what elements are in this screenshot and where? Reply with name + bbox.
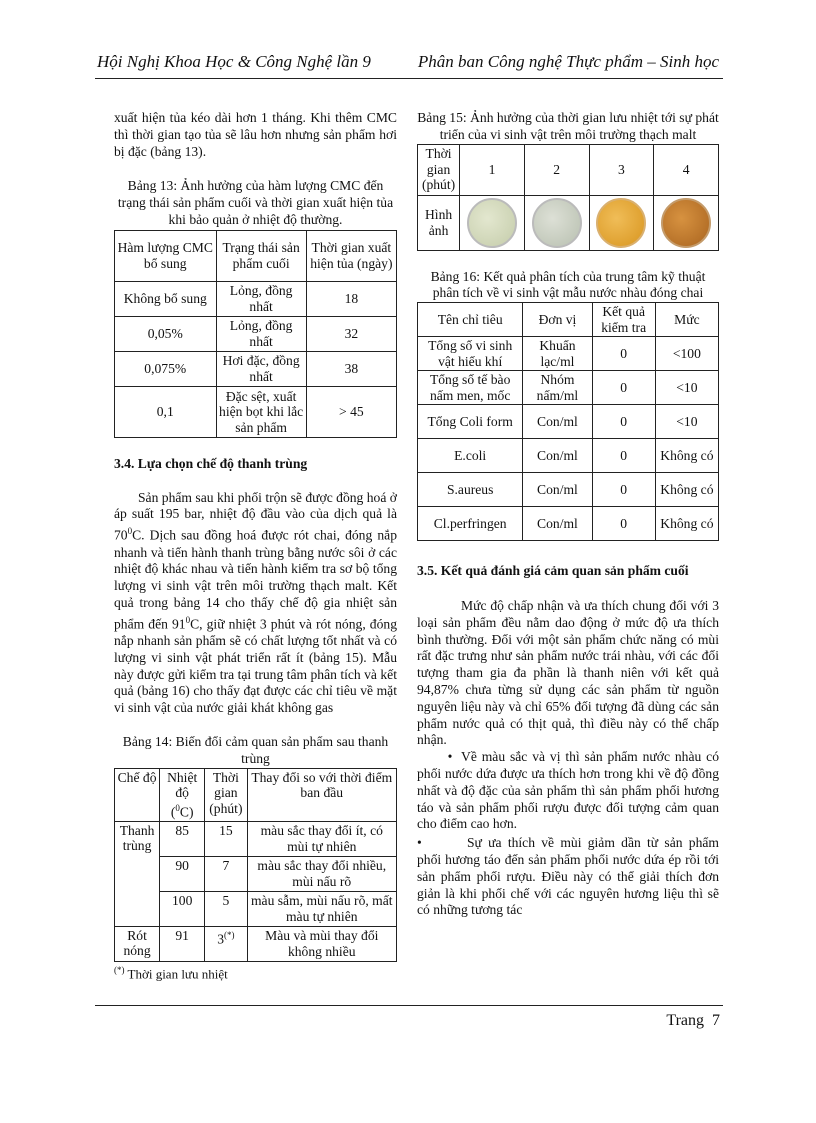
- table16-cell: <10: [655, 371, 718, 405]
- table14-cell: 3(*): [205, 926, 247, 961]
- table14-cell: 15: [205, 821, 247, 856]
- table14-cell: 7: [205, 856, 247, 891]
- table16-cell: 0: [592, 405, 655, 439]
- page-number: Trang 7: [666, 1012, 720, 1029]
- table16-cell: Không có: [655, 507, 718, 541]
- table15-col: 1: [460, 144, 525, 195]
- table16-header: Tên chỉ tiêu: [418, 303, 523, 337]
- table13-cell: 18: [306, 281, 396, 316]
- petri-dish-image: [467, 198, 517, 248]
- plate-cell: [654, 195, 719, 250]
- table13: [114, 230, 397, 438]
- table16-cell: Tổng Coli form: [418, 405, 523, 439]
- table13-cell: Không bổ sung: [115, 281, 217, 316]
- left-column: [114, 110, 397, 983]
- table15-col: 2: [524, 144, 589, 195]
- plate-cell: [589, 195, 654, 250]
- table13-header: Hàm lượng CMC bổ sung: [115, 230, 217, 281]
- table16-header: Mức: [655, 303, 718, 337]
- section-3-5-title: 3.5. Kết quả đánh giá cảm quan sản phẩm cuối: [417, 563, 689, 579]
- table16-cell: Nhóm nấm/ml: [523, 371, 592, 405]
- section-3-5-paragraph: Mức độ chấp nhận và ưa thích chung đối với 3 loại sản phẩm đều nằm dao động ở mức độ ưa thích bình thường. Đối với một sản phẩm chức năng có mùi rất đặc trưng như sản phẩm nước trái nhàu, với các đối tượng tham gia đa phần là thanh niên với kết quả 94,87% chưa từng sử dụng các sản phẩm từ nguồn nguyên liệu này và chỉ 65% đối tượng đã dùng các sản phẩm nước quả có thịt quả, thì điều này có thể chấp nhận.: [417, 597, 719, 748]
- table13-cell: 0,1: [115, 386, 217, 437]
- table14-note: (*) Thời gian lưu nhiệt: [114, 964, 228, 981]
- table14-cell: Màu và mùi thay đổi không nhiều: [247, 926, 396, 961]
- bullet-item: • Về màu sắc và vị thì sản phẩm nước nhàu có phối nước dứa được ưa thích hơn trong khi về độ đồng nhất và độ đặc của sản phẩm thì sản phẩm phối hương táo và sản phẩm phối rượu được đối tượng cảm quan cho điểm cao hơn.: [417, 749, 719, 832]
- table16-cell: <100: [655, 337, 718, 371]
- header-section: Phân ban Công nghệ Thực phẩm – Sinh học: [417, 52, 719, 71]
- table16-cell: Tổng số tế bào nấm men, mốc: [418, 371, 523, 405]
- table16-cell: Tổng số vi sinh vật hiếu khí: [418, 337, 523, 371]
- petri-dish-image: [596, 198, 646, 248]
- table14: [114, 768, 397, 962]
- table14-cell: màu sẫm, mùi nấu rõ, mất màu tự nhiên: [247, 891, 396, 926]
- table15-caption: Bảng 15: Ảnh hưởng của thời gian lưu nhiệt tới sự phát triển của vi sinh vật trên môi trường thạch malt: [417, 110, 719, 142]
- table16-header: Đơn vị: [523, 303, 592, 337]
- footer-rule: [95, 1005, 723, 1006]
- table14-mode: Rót nóng: [115, 926, 160, 961]
- table16-cell: <10: [655, 405, 718, 439]
- bullet-icon: •: [417, 835, 422, 851]
- table16-cell: Khuẩn lạc/ml: [523, 337, 592, 371]
- table13-cell: 0,05%: [115, 316, 217, 351]
- table14-header: Chế độ: [115, 768, 160, 821]
- table13-cell: Lỏng, đồng nhất: [216, 281, 306, 316]
- table16-cell: E.coli: [418, 439, 523, 473]
- table16-cell: 0: [592, 337, 655, 371]
- table13-cell: 32: [306, 316, 396, 351]
- table16: [417, 302, 719, 541]
- table14-cell: 100: [160, 891, 205, 926]
- bullet-icon: •: [447, 749, 453, 765]
- table16-cell: Con/ml: [523, 473, 592, 507]
- table14-cell: 5: [205, 891, 247, 926]
- section-3-4-title: 3.4. Lựa chọn chế độ thanh trùng: [114, 455, 308, 471]
- header-conference: Hội Nghị Khoa Học & Công Nghệ lần 9: [97, 52, 371, 71]
- plate-cell: [460, 195, 525, 250]
- table16-cell: Con/ml: [523, 405, 592, 439]
- table16-cell: Con/ml: [523, 439, 592, 473]
- bullet-item: • Sự ưa thích về mùi giảm dần từ sản phẩm phối hương táo đến sản phẩm phối nước dứa ép rồi tới sản phẩm phối rượu. Điều này có thể giải thích đơn giản là khi phối chế với các nguyên hương liệu thì sẽ có những tương tác: [417, 835, 719, 918]
- intro-paragraph: xuất hiện tủa kéo dài hơn 1 tháng. Khi thêm CMC thì thời gian tạo tủa sẽ lâu hơn nhưng sản phẩm hơi bị đặc (bảng 13).: [114, 110, 397, 159]
- table14-header: Nhiệt độ ($^0$C): [160, 768, 205, 821]
- section-3-4-paragraph: Sản phẩm sau khi phối trộn sẽ được đồng hoá ở áp suất 195 bar, nhiệt độ đầu vào của dịch quả là $70^0C$. Dịch sau đồng hoá được rót chai, đóng nắp nhanh và tiến hành thanh trùng bằng nước sôi ở các nhiệt độ khác nhau và tiến hành kiểm tra sơ bộ tổng lượng vi sinh vật trên môi trường thạch malt. Kết quả trong bảng 14 cho thấy chế độ gia nhiệt sản phẩm đến $91^0C$, giữ nhiệt 3 phút và rót nóng, đóng nắp nhanh sản phẩm sẽ có chất lượng tốt nhất và có lượng vi sinh vật phát triển rất ít (bảng 15). Mẫu này được gửi kiểm tra tại trung tâm phân tích và kết quả (bảng 16) cho thấy đạt được các chỉ tiêu về mặt vi sinh vật của nước giải khát không gas: [114, 489, 397, 716]
- table14-cell: màu sắc thay đổi ít, có mùi tự nhiên: [247, 821, 396, 856]
- table13-caption: Bảng 13: Ảnh hưởng của hàm lượng CMC đến trạng thái sản phẩm cuối và thời gian xuất hiện tủa khi bảo quản ở nhiệt độ thường.: [117, 178, 394, 227]
- table13-cell: Đặc sệt, xuất hiện bọt khi lắc sản phẩm: [216, 386, 306, 437]
- table14-header: Thời gian (phút): [205, 768, 247, 821]
- table14-cell: 85: [160, 821, 205, 856]
- petri-dish-image: [661, 198, 711, 248]
- table16-cell: S.aureus: [418, 473, 523, 507]
- table13-header: Thời gian xuất hiện tủa (ngày): [306, 230, 396, 281]
- table16-cell: Cl.perfringen: [418, 507, 523, 541]
- plate-cell: [524, 195, 589, 250]
- table16-cell: 0: [592, 439, 655, 473]
- table16-cell: 0: [592, 371, 655, 405]
- page-header: [95, 50, 723, 79]
- table16-cell: Không có: [655, 473, 718, 507]
- table14-header: Thay đổi so với thời điểm ban đầu: [247, 768, 396, 821]
- table15-row-label: Thời gian (phút): [418, 144, 460, 195]
- petri-dish-image: [532, 198, 582, 248]
- table13-cell: > 45: [306, 386, 396, 437]
- table15: [417, 144, 719, 251]
- table13-cell: 38: [306, 351, 396, 386]
- table14-mode: Thanh trùng: [115, 821, 160, 926]
- table16-cell: Không có: [655, 439, 718, 473]
- table13-cell: Hơi đặc, đồng nhất: [216, 351, 306, 386]
- section-3-5-bullets: [417, 749, 719, 919]
- table16-caption: Bảng 16: Kết quả phân tích của trung tâm kỹ thuật phân tích về vi sinh vật mẫu nước nhàu đóng chai: [430, 268, 706, 301]
- table14-caption: Bảng 14: Biến đổi cảm quan sản phẩm sau thanh trùng: [122, 734, 389, 766]
- table15-row-label: Hình ảnh: [418, 195, 460, 250]
- table14-cell: màu sắc thay đổi nhiều, mùi nấu rõ: [247, 856, 396, 891]
- table16-cell: 0: [592, 507, 655, 541]
- right-column: [417, 110, 719, 919]
- table13-header: Trạng thái sản phẩm cuối: [216, 230, 306, 281]
- table15-col: 3: [589, 144, 654, 195]
- table16-cell: Con/ml: [523, 507, 592, 541]
- table15-col: 4: [654, 144, 719, 195]
- table16-header: Kết quả kiểm tra: [592, 303, 655, 337]
- table16-cell: 0: [592, 473, 655, 507]
- table14-cell: 90: [160, 856, 205, 891]
- table13-cell: Lỏng, đồng nhất: [216, 316, 306, 351]
- table13-cell: 0,075%: [115, 351, 217, 386]
- table14-cell: 91: [160, 926, 205, 961]
